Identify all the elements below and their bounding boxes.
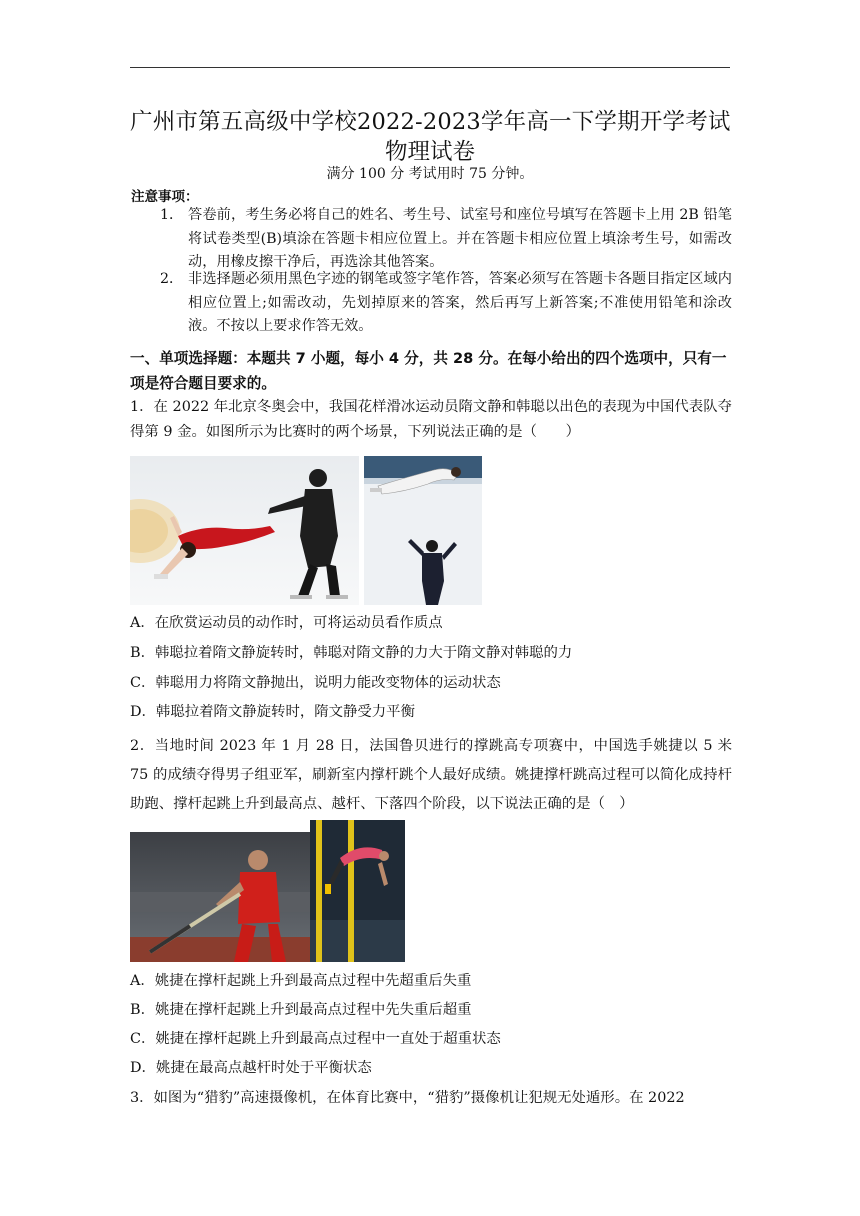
question-2-option-b: B．姚捷在撑杆起跳上升到最高点过程中先失重后超重 <box>130 1002 472 1018</box>
question-2-option-d: D．姚捷在最高点越杆时处于平衡状态 <box>130 1060 372 1076</box>
exam-info: 满分 100 分 考试用时 75 分钟。 <box>326 166 534 182</box>
pole-vault-run-photo <box>130 832 310 962</box>
notice-item-1 <box>160 204 732 275</box>
notice-heading: 注意事项： <box>131 189 199 205</box>
question-1-option-c: C．韩聪用力将隋文静抛出，说明力能改变物体的运动状态 <box>130 675 501 691</box>
notice-item-2 <box>160 268 732 339</box>
notice-item-text: 答卷前，考生务必将自己的姓名、考生号、试室号和座位号填写在答题卡上用 2B 铅笔将试卷类型(B)填涂在答题卡相应位置上。并在答题卡相应位置上填涂考生号，如需改动，用橡皮擦干净后，再选涂其他答案。 <box>188 207 732 270</box>
question-2-stem: 2．当地时间 2023 年 1 月 28 日，法国鲁贝进行的撑跳高专项赛中，中国选手姚捷以 5 米 75 的成绩夺得男子组亚军，刷新室内撑杆跳个人最好成绩。姚捷撑杆跳高过程可以简化成持杆助跑、撑杆起跳上升到最高点、越杆、下落四个阶段，以下说法正确的是（ ） <box>130 738 732 812</box>
exam-title: 广州市第五高级中学校2022-2023学年高一下学期开学考试 <box>130 109 731 135</box>
figure-skating-pair-photo <box>130 456 359 605</box>
pole-vault-bar-photo <box>310 820 405 962</box>
notice-item-number: 2． <box>160 271 184 287</box>
question-1-option-a: A．在欣赏运动员的动作时，可将运动员看作质点 <box>130 615 443 631</box>
question-1-stem: 1．在 2022 年北京冬奥会中，我国花样滑冰运动员隋文静和韩聪以出色的表现为中国代表队夺得第 9 金。如图所示为比赛时的两个场景，下列说法正确的是（ ） <box>130 399 732 440</box>
section-heading: 一、单项选择题：本题共 7 小题，每小 4 分，共 28 分。在每小给出的四个选项中，只有一项是符合题目要求的。 <box>130 350 727 392</box>
question-1-option-d: D．韩聪拉着隋文静旋转时，隋文静受力平衡 <box>130 704 415 720</box>
notice-item-text: 非选择题必须用黑色字迹的钢笔或签字笔作答，答案必须写在答题卡各题目指定区域内相应位置上;如需改动，先划掉原来的答案，然后再写上新答案;不准使用铅笔和涂改液。不按以上要求作答无效。 <box>188 271 732 334</box>
notice-item-number: 1． <box>160 207 184 223</box>
header-rule <box>130 67 730 68</box>
question-1-option-b: B．韩聪拉着隋文静旋转时，韩聪对隋文静的力大于隋文静对韩聪的力 <box>130 645 573 661</box>
question-2-option-a: A．姚捷在撑杆起跳上升到最高点过程中先超重后失重 <box>130 973 472 989</box>
exam-subject: 物理试卷 <box>384 139 475 165</box>
question-3-stem: 3．如图为“猎豹”高速摄像机，在体育比赛中，“猎豹”摄像机让犯规无处遁形。在 2022 <box>130 1090 685 1106</box>
question-2-option-c: C．姚捷在撑杆起跳上升到最高点过程中一直处于超重状态 <box>130 1031 501 1047</box>
figure-skating-throw-photo <box>364 456 482 605</box>
